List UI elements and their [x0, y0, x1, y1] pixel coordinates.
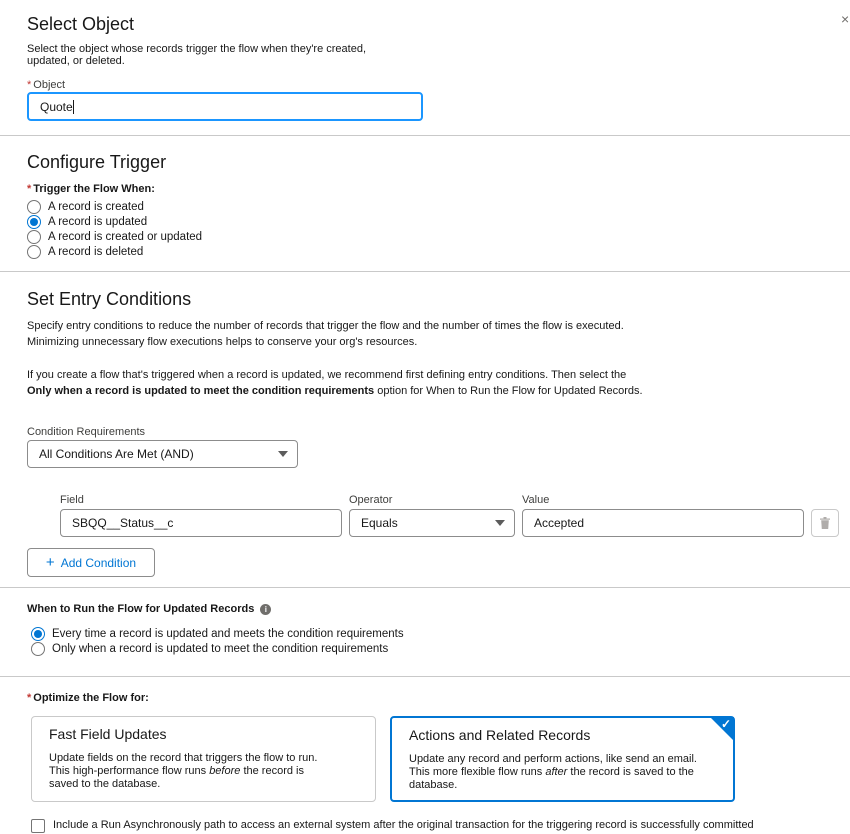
card-title: Actions and Related Records [409, 727, 591, 743]
radio-record-updated[interactable]: A record is updated [27, 214, 147, 229]
entry-conditions-paragraph-1: Specify entry conditions to reduce the number of records that trigger the flow and the number of times the flow is executed. Minimizing unnecessary flow executions helps to conserve your org's resources. [27, 320, 624, 348]
check-icon: ✓ [720, 717, 731, 731]
radio-record-deleted[interactable]: A record is deleted [27, 244, 143, 259]
select-object-title: Select Object [27, 14, 135, 34]
divider [0, 676, 850, 677]
condition-field-input[interactable]: SBQQ__Status__c [60, 509, 342, 537]
async-label: Include a Run Asynchronously path to access an external system after the original transaction for the triggering record is successfully committed [53, 819, 754, 831]
chevron-down-icon [278, 451, 288, 457]
divider [0, 271, 850, 272]
radio-icon [27, 230, 41, 244]
object-label: * Object [27, 79, 66, 91]
condition-requirements-label: Condition Requirements [27, 426, 146, 438]
option-card-fast-field-updates[interactable] [31, 716, 376, 802]
entry-conditions-title: Set Entry Conditions [27, 289, 192, 309]
chevron-down-icon [495, 520, 505, 526]
field-label: Field [60, 494, 84, 506]
card-description: Update fields on the record that triggers the flow to run. This high-performance flow runs before the record is saved to the database. [49, 752, 318, 790]
condition-value-input[interactable]: Accepted [522, 509, 804, 537]
divider [0, 135, 850, 136]
trash-icon [820, 517, 830, 529]
radio-record-created[interactable]: A record is created [27, 199, 144, 214]
radio-every-time[interactable]: Every time a record is updated and meets the condition requirements [31, 626, 404, 641]
add-condition-button[interactable]: + Add Condition [27, 548, 155, 577]
value-label: Value [522, 494, 550, 506]
radio-selected-icon [31, 627, 45, 641]
configure-trigger-title: Configure Trigger [27, 152, 167, 172]
card-description: Update any record and perform actions, like send an email. This more flexible flow runs after the record is saved to the database. [409, 753, 697, 791]
async-checkbox[interactable] [31, 819, 45, 833]
radio-selected-icon [27, 215, 41, 229]
radio-icon [27, 245, 41, 259]
select-object-description: Select the object whose records trigger the flow when they're created, updated, or deleted. [27, 43, 367, 67]
radio-icon [31, 642, 45, 656]
optimize-label: * Optimize the Flow for: [27, 692, 149, 704]
close-icon[interactable]: × [841, 11, 850, 27]
when-to-run-label: When to Run the Flow for Updated Records i [27, 603, 271, 615]
condition-requirements-select[interactable]: All Conditions Are Met (AND) [27, 440, 298, 468]
card-title: Fast Field Updates [49, 726, 167, 742]
plus-icon: + [45, 553, 55, 571]
object-input[interactable]: Quote [27, 92, 423, 121]
radio-only-when[interactable]: Only when a record is updated to meet the condition requirements [31, 641, 388, 656]
condition-operator-select[interactable]: Equals [349, 509, 515, 537]
info-icon[interactable]: i [260, 604, 271, 615]
radio-record-created-or-updated[interactable]: A record is created or updated [27, 229, 202, 244]
entry-conditions-paragraph-2: If you create a flow that's triggered when a record is updated, we recommend first defining entry conditions. Then select the Only when a record is updated to meet the condition requirements option for When to Run the Flow for Updated Records. [27, 369, 643, 397]
trigger-label: * Trigger the Flow When: [27, 183, 155, 195]
operator-label: Operator [349, 494, 393, 506]
option-card-actions-and-related-records[interactable] [390, 716, 735, 802]
divider [0, 587, 850, 588]
delete-condition-button[interactable] [811, 509, 839, 537]
radio-icon [27, 200, 41, 214]
